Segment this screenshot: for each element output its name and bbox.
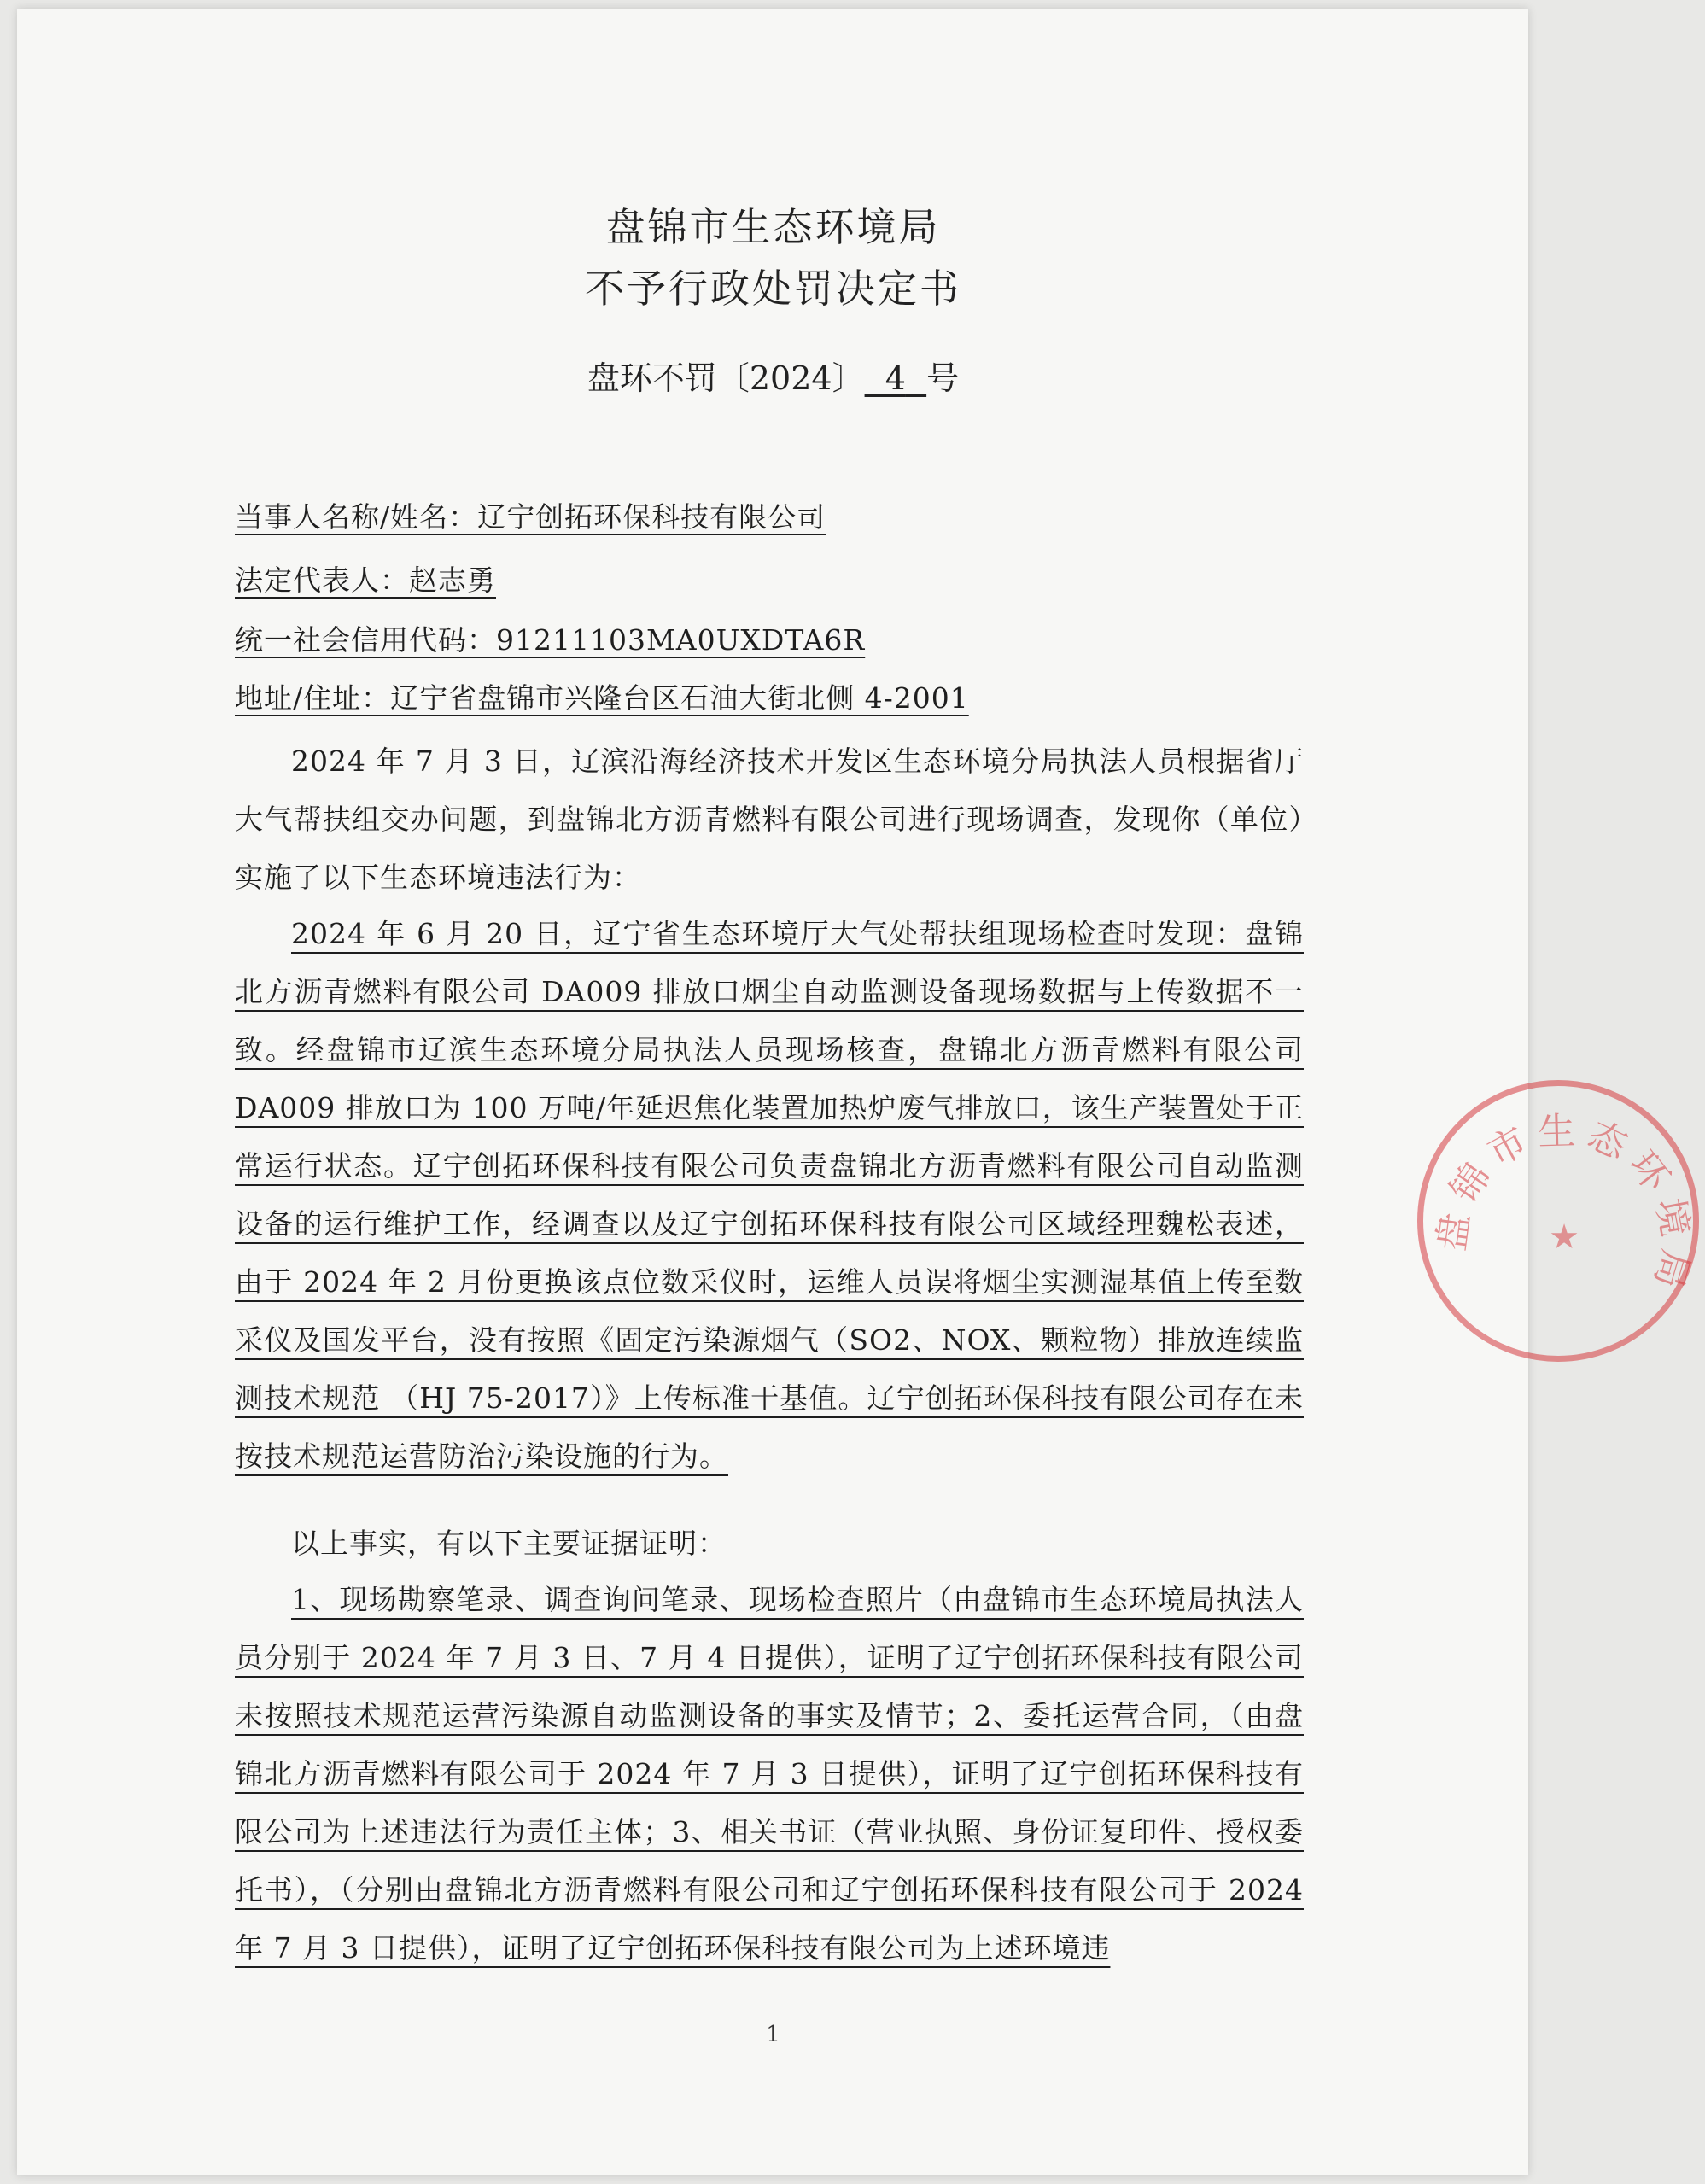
document-issuer-title: 盘锦市生态环境局 <box>605 204 941 250</box>
party-address: 地址/住址：辽宁省盘锦市兴隆台区石油大街北侧 4-2001 <box>235 681 969 715</box>
credit-code: 统一社会信用代码：91211103MA0UXDTA6R <box>235 623 866 657</box>
document-number-suffix: 号 <box>926 359 960 397</box>
svg-text:盘锦市生态环境局: 盘锦市生态环境局 <box>1429 1109 1699 1302</box>
official-red-seal <box>1417 1080 1699 1362</box>
evidence-list-paragraph: 1、现场勘察笔录、调查询问笔录、现场检查照片（由盘锦市生态环境局执法人员分别于 2024 年 7 月 3 日、7 月 4 日提供），证明了辽宁创拓环保科技有限公司未按照技术规范运营污染源自动监测设备的事实及情节；2、委托运营合同，（由盘锦北方沥青燃料有限公司于 2024 年 7 月 3 日提供），证明了辽宁创拓环保科技有限公司为上述违法行为责任主体；3、相关书证（营业执照、身份证复印件、授权委托书），（分别由盘锦北方沥青燃料有限公司和辽宁创拓环保科技有限公司于 2024 年 7 月 3 日提供），证明了辽宁创拓环保科技有限公司为上述环境违 <box>235 1583 1304 1965</box>
document-number <box>0 352 1546 399</box>
document-number-value: 4 <box>885 359 906 397</box>
investigation-paragraph: 2024 年 7 月 3 日，辽滨沿海经济技术开发区生态环境分局执法人员根据省厅大气帮扶组交办问题，到盘锦北方沥青燃料有限公司进行现场调查，发现你（单位）实施了以下生态环境违法行为： <box>235 745 1304 894</box>
violation-facts-paragraph: 2024 年 6 月 20 日，辽宁省生态环境厅大气处帮扶组现场检查时发现：盘锦北方沥青燃料有限公司 DA009 排放口烟尘自动监测设备现场数据与上传数据不一致。经盘锦市辽滨生态环境分局执法人员现场核查，盘锦北方沥青燃料有限公司 DA009 排放口为 100 万吨/年延迟焦化装置加热炉废气排放口，该生产装置处于正常运行状态。辽宁创拓环保科技有限公司负责盘锦北方沥青燃料有限公司自动监测设备的运行维护工作，经调查以及辽宁创拓环保科技有限公司区域经理魏松表述，由于 2024 年 2 月份更换该点位数采仪时，运维人员误将烟尘实测湿基值上传至数采仪及国发平台，没有按照《固定污染源烟气（SO2、NOX、颗粒物）排放连续监测技术规范 （HJ 75-2017）》上传标准干基值。辽宁创拓环保科技有限公司存在未按技术规范运营防治污染设施的行为。 <box>235 917 1304 1473</box>
page-number: 1 <box>766 2022 780 2047</box>
party-name: 当事人名称/姓名：辽宁创拓环保科技有限公司 <box>235 500 826 534</box>
legal-representative: 法定代表人：赵志勇 <box>235 564 496 597</box>
evidence-intro-paragraph: 以上事实，有以下主要证据证明： <box>291 1527 727 1560</box>
seal-graphic <box>1423 1086 1705 1368</box>
document-type-title: 不予行政处罚决定书 <box>585 266 961 312</box>
svg-text:★: ★ <box>1549 1218 1579 1257</box>
document-number-prefix: 盘环不罚〔2024〕 <box>587 359 865 397</box>
